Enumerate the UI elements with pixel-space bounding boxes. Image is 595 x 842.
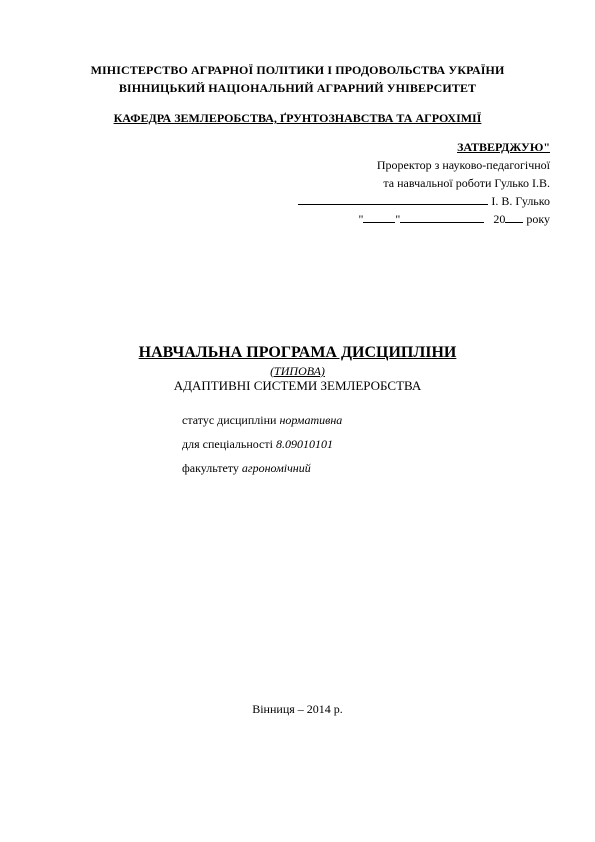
status-line: [182, 413, 342, 428]
date-quote-close: ": [395, 212, 401, 226]
university-name: ВІННИЦЬКИЙ НАЦІОНАЛЬНИЙ АГРАРНИЙ УНІВЕРСИТЕТ: [118, 81, 477, 95]
signature-blank: [298, 194, 488, 205]
approval-date-line: [359, 212, 550, 227]
faculty-line: [182, 461, 311, 476]
status-label: статус дисципліни: [182, 413, 277, 427]
ministry-name: МІНІСТЕРСТВО АГРАРНОЇ ПОЛІТИКИ І ПРОДОВОЛЬСТВА УКРАЇНИ: [90, 63, 505, 77]
discipline-name: АДАПТИВНІ СИСТЕМИ ЗЕМЛЕРОБСТВА: [173, 378, 422, 393]
approval-position-line-1: Проректор з науково-педагогічної: [376, 158, 550, 172]
city-year: Вінниця – 2014 р.: [252, 702, 343, 716]
program-type: (ТИПОВА): [270, 364, 325, 378]
status-value: нормативна: [279, 413, 343, 427]
specialty-value: 8.09010101: [275, 437, 333, 451]
date-year-suffix: року: [526, 212, 550, 226]
day-blank: [363, 212, 395, 223]
approval-signature-line: [298, 194, 550, 209]
year-blank: [505, 212, 523, 223]
department-name: КАФЕДРА ЗЕМЛЕРОБСТВА, ҐРУНТОЗНАВСТВА ТА АГРОХІМІЇ: [113, 111, 482, 125]
specialty-line: [182, 437, 333, 452]
signature-name: І. В. Гулько: [491, 194, 550, 208]
program-title: НАВЧАЛЬНА ПРОГРАМА ДИСЦИПЛІНИ: [138, 344, 457, 361]
approval-position-line-2: та навчальної роботи Гулько І.В.: [383, 176, 550, 190]
date-quote-open: ": [358, 212, 364, 226]
specialty-label: для спеціальності: [182, 437, 273, 451]
date-year-prefix: 20: [493, 212, 506, 226]
approval-title: ЗАТВЕРДЖУЮ": [457, 140, 550, 154]
month-blank: [400, 212, 484, 223]
faculty-label: факультету: [182, 461, 239, 475]
faculty-value: агрономічний: [241, 461, 311, 475]
